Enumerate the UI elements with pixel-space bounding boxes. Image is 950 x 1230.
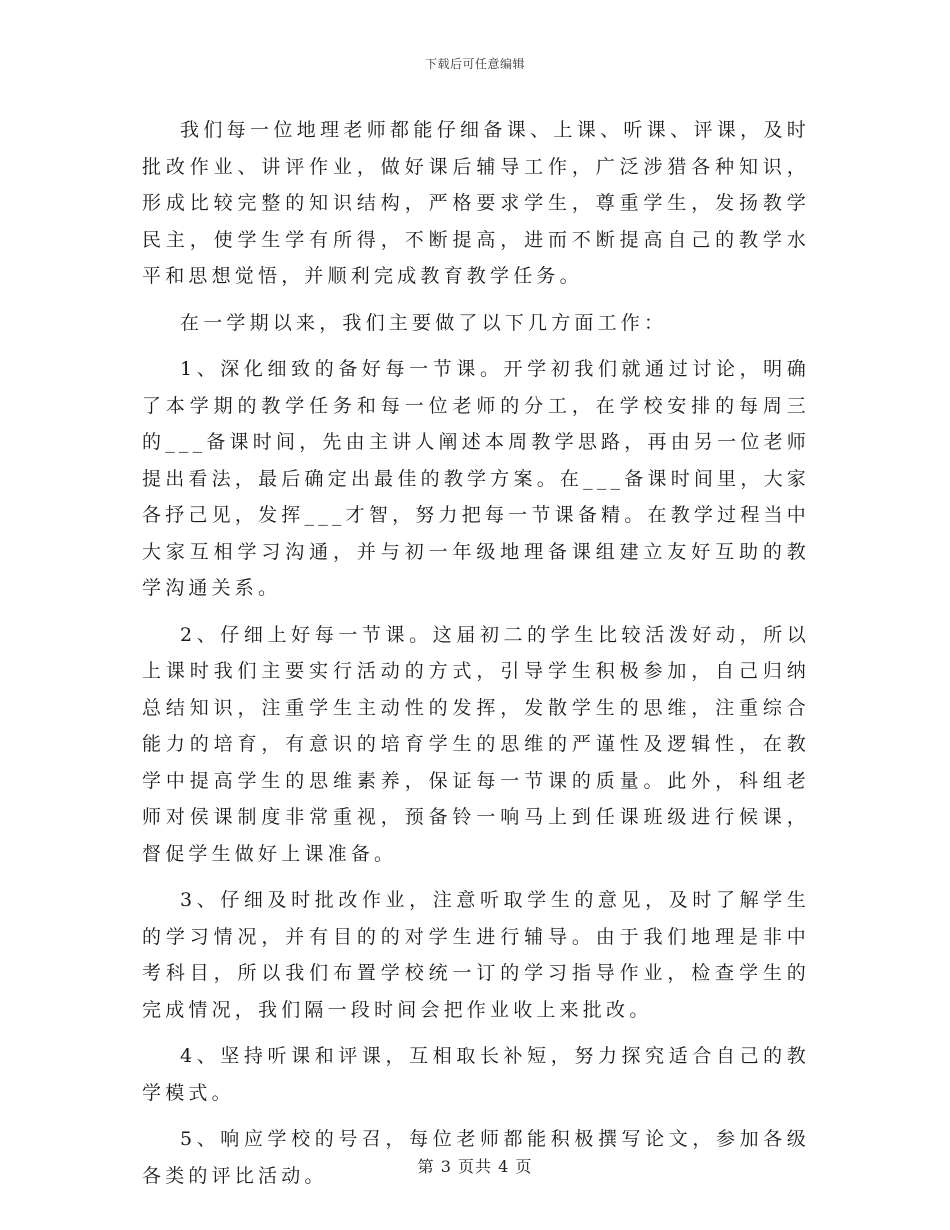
paragraph-summary-lead: 在一学期以来，我们主要做了以下几方面工作： xyxy=(180,311,668,334)
page-header: 下载后可任意编辑 xyxy=(424,57,525,71)
paragraph-intro: 我们每一位地理老师都能仔细备课、上课、听课、评课，及时批改作业、讲评作业，做好课后辅导工作，广泛涉猎各种知识，形成比较完整的知识结构，严格要求学生，尊重学生，发扬教学民主，使学生学有所得，不断提高，进而不断提高自己的教学水平和思想觉悟，并顺利完成教育教学任务。 xyxy=(142,119,810,287)
document-body xyxy=(142,112,810,1204)
paragraph-item-3: 3、仔细及时批改作业，注意听取学生的意见，及时了解学生的学习情况，并有目的的对学生进行辅导。由于我们地理是非中考科目，所以我们布置学校统一订的学习指导作业，检查学生的完成情况，我们隔一段时间会把作业收上来批改。 xyxy=(142,889,810,1021)
paragraph-item-4: 4、坚持听课和评课，互相取长补短，努力探究适合自己的教学模式。 xyxy=(142,1045,810,1104)
paragraph-item-2: 2、仔细上好每一节课。这届初二的学生比较活泼好动，所以上课时我们主要实行活动的方式，引导学生积极参加，自己归纳总结知识，注重学生主动性的发挥，发散学生的思维，注重综合能力的培育，有意识的培育学生的思维的严谨性及逻辑性，在教学中提高学生的思维素养，保证每一节课的质量。此外，科组老师对侯课制度非常重视，预备铃一响马上到任课班级进行候课，督促学生做好上课准备。 xyxy=(142,623,810,865)
paragraph-item-1: 1、深化细致的备好每一节课。开学初我们就通过讨论，明确了本学期的教学任务和每一位老师的分工，在学校安排的每周三的___备课时间，先由主讲人阐述本周教学思路，再由另一位老师提出看法，最后确定出最佳的教学方案。在___备课时间里，大家各抒己见，发挥___才智，努力把每一节课备精。在教学过程当中大家互相学习沟通，并与初一年级地理备课组建立友好互助的教学沟通关系。 xyxy=(142,358,810,599)
paragraph-item-5: 5、响应学校的号召，每位老师都能积极撰写论文，参加各级各类的评比活动。 xyxy=(142,1128,810,1187)
page-number-footer: 第 3 页共 4 页 xyxy=(417,1157,533,1176)
